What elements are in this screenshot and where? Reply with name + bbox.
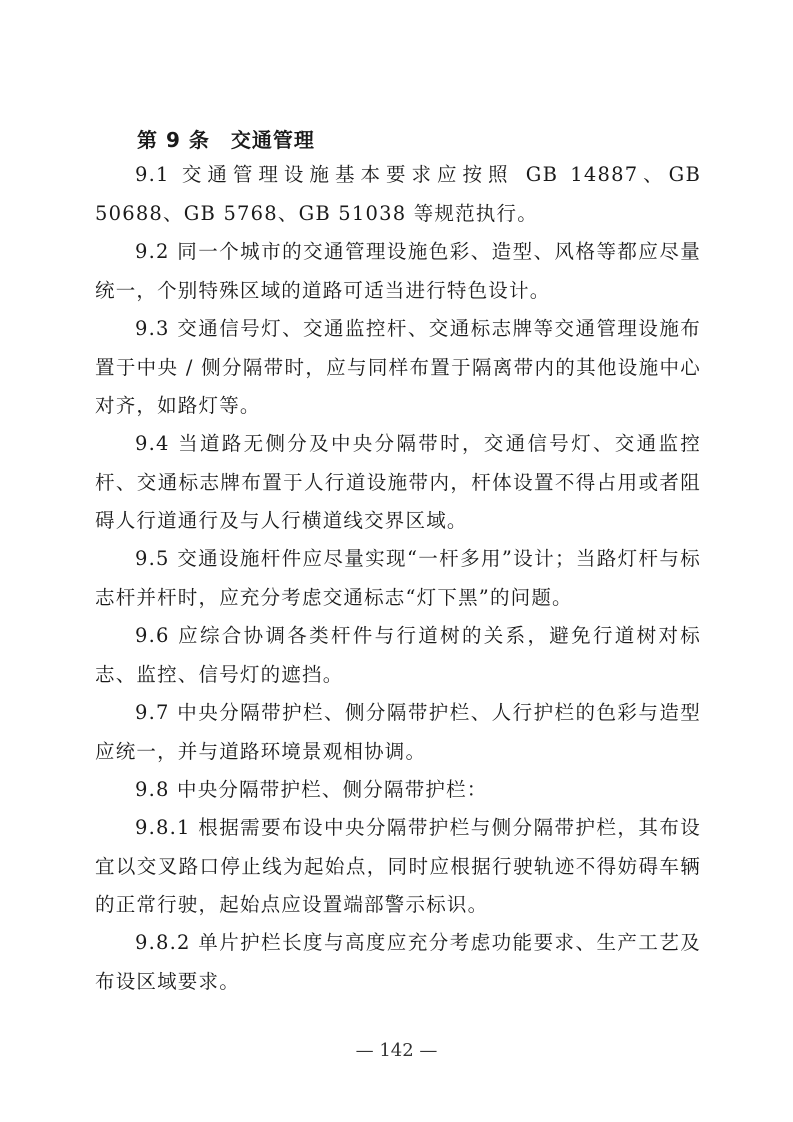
paragraph-9-4: 9.4 当道路无侧分及中央分隔带时，交通信号灯、交通监控杆、交通标志牌布置于人行道设施带内，杆体设置不得占用或者阻碍人行道通行及与人行横道线交界区域。: [95, 432, 701, 532]
paragraph-9-3: 9.3 交通信号灯、交通监控杆、交通标志牌等交通管理设施布置于中央 / 侧分隔带时，应与同样布置于隔离带内的其他设施中心对齐，如路灯等。: [95, 317, 701, 417]
paragraph-9-8-2: 9.8.2 单片护栏长度与高度应充分考虑功能要求、生产工艺及布设区域要求。: [95, 931, 701, 993]
paragraph-9-2: 9.2 同一个城市的交通管理设施色彩、造型、风格等都应尽量统一，个别特殊区域的道路可适当进行特色设计。: [95, 240, 701, 302]
paragraph-9-7: 9.7 中央分隔带护栏、侧分隔带护栏、人行护栏的色彩与造型应统一，并与道路环境景观相协调。: [95, 701, 701, 763]
paragraph-9-8: 9.8 中央分隔带护栏、侧分隔带护栏：: [135, 778, 488, 801]
page-number: — 142 —: [355, 1040, 438, 1061]
paragraph-9-5: 9.5 交通设施杆件应尽量实现“一杆多用”设计；当路灯杆与标志杆并杆时，应充分考虑交通标志“灯下黑”的问题。: [95, 547, 701, 609]
paragraph-9-6: 9.6 应综合协调各类杆件与行道树的关系，避免行道树对标志、监控、信号灯的遮挡。: [95, 624, 701, 686]
article-heading: 第 9 条 交通管理: [137, 128, 315, 152]
paragraph-9-1: 9.1 交通管理设施基本要求应按照 GB 14887、GB 50688、GB 5768、GB 51038 等规范执行。: [95, 163, 701, 225]
paragraph-9-8-1: 9.8.1 根据需要布设中央分隔带护栏与侧分隔带护栏，其布设宜以交叉路口停止线为起始点，同时应根据行驶轨迹不得妨碍车辆的正常行驶，起始点应设置端部警示标识。: [95, 816, 701, 916]
